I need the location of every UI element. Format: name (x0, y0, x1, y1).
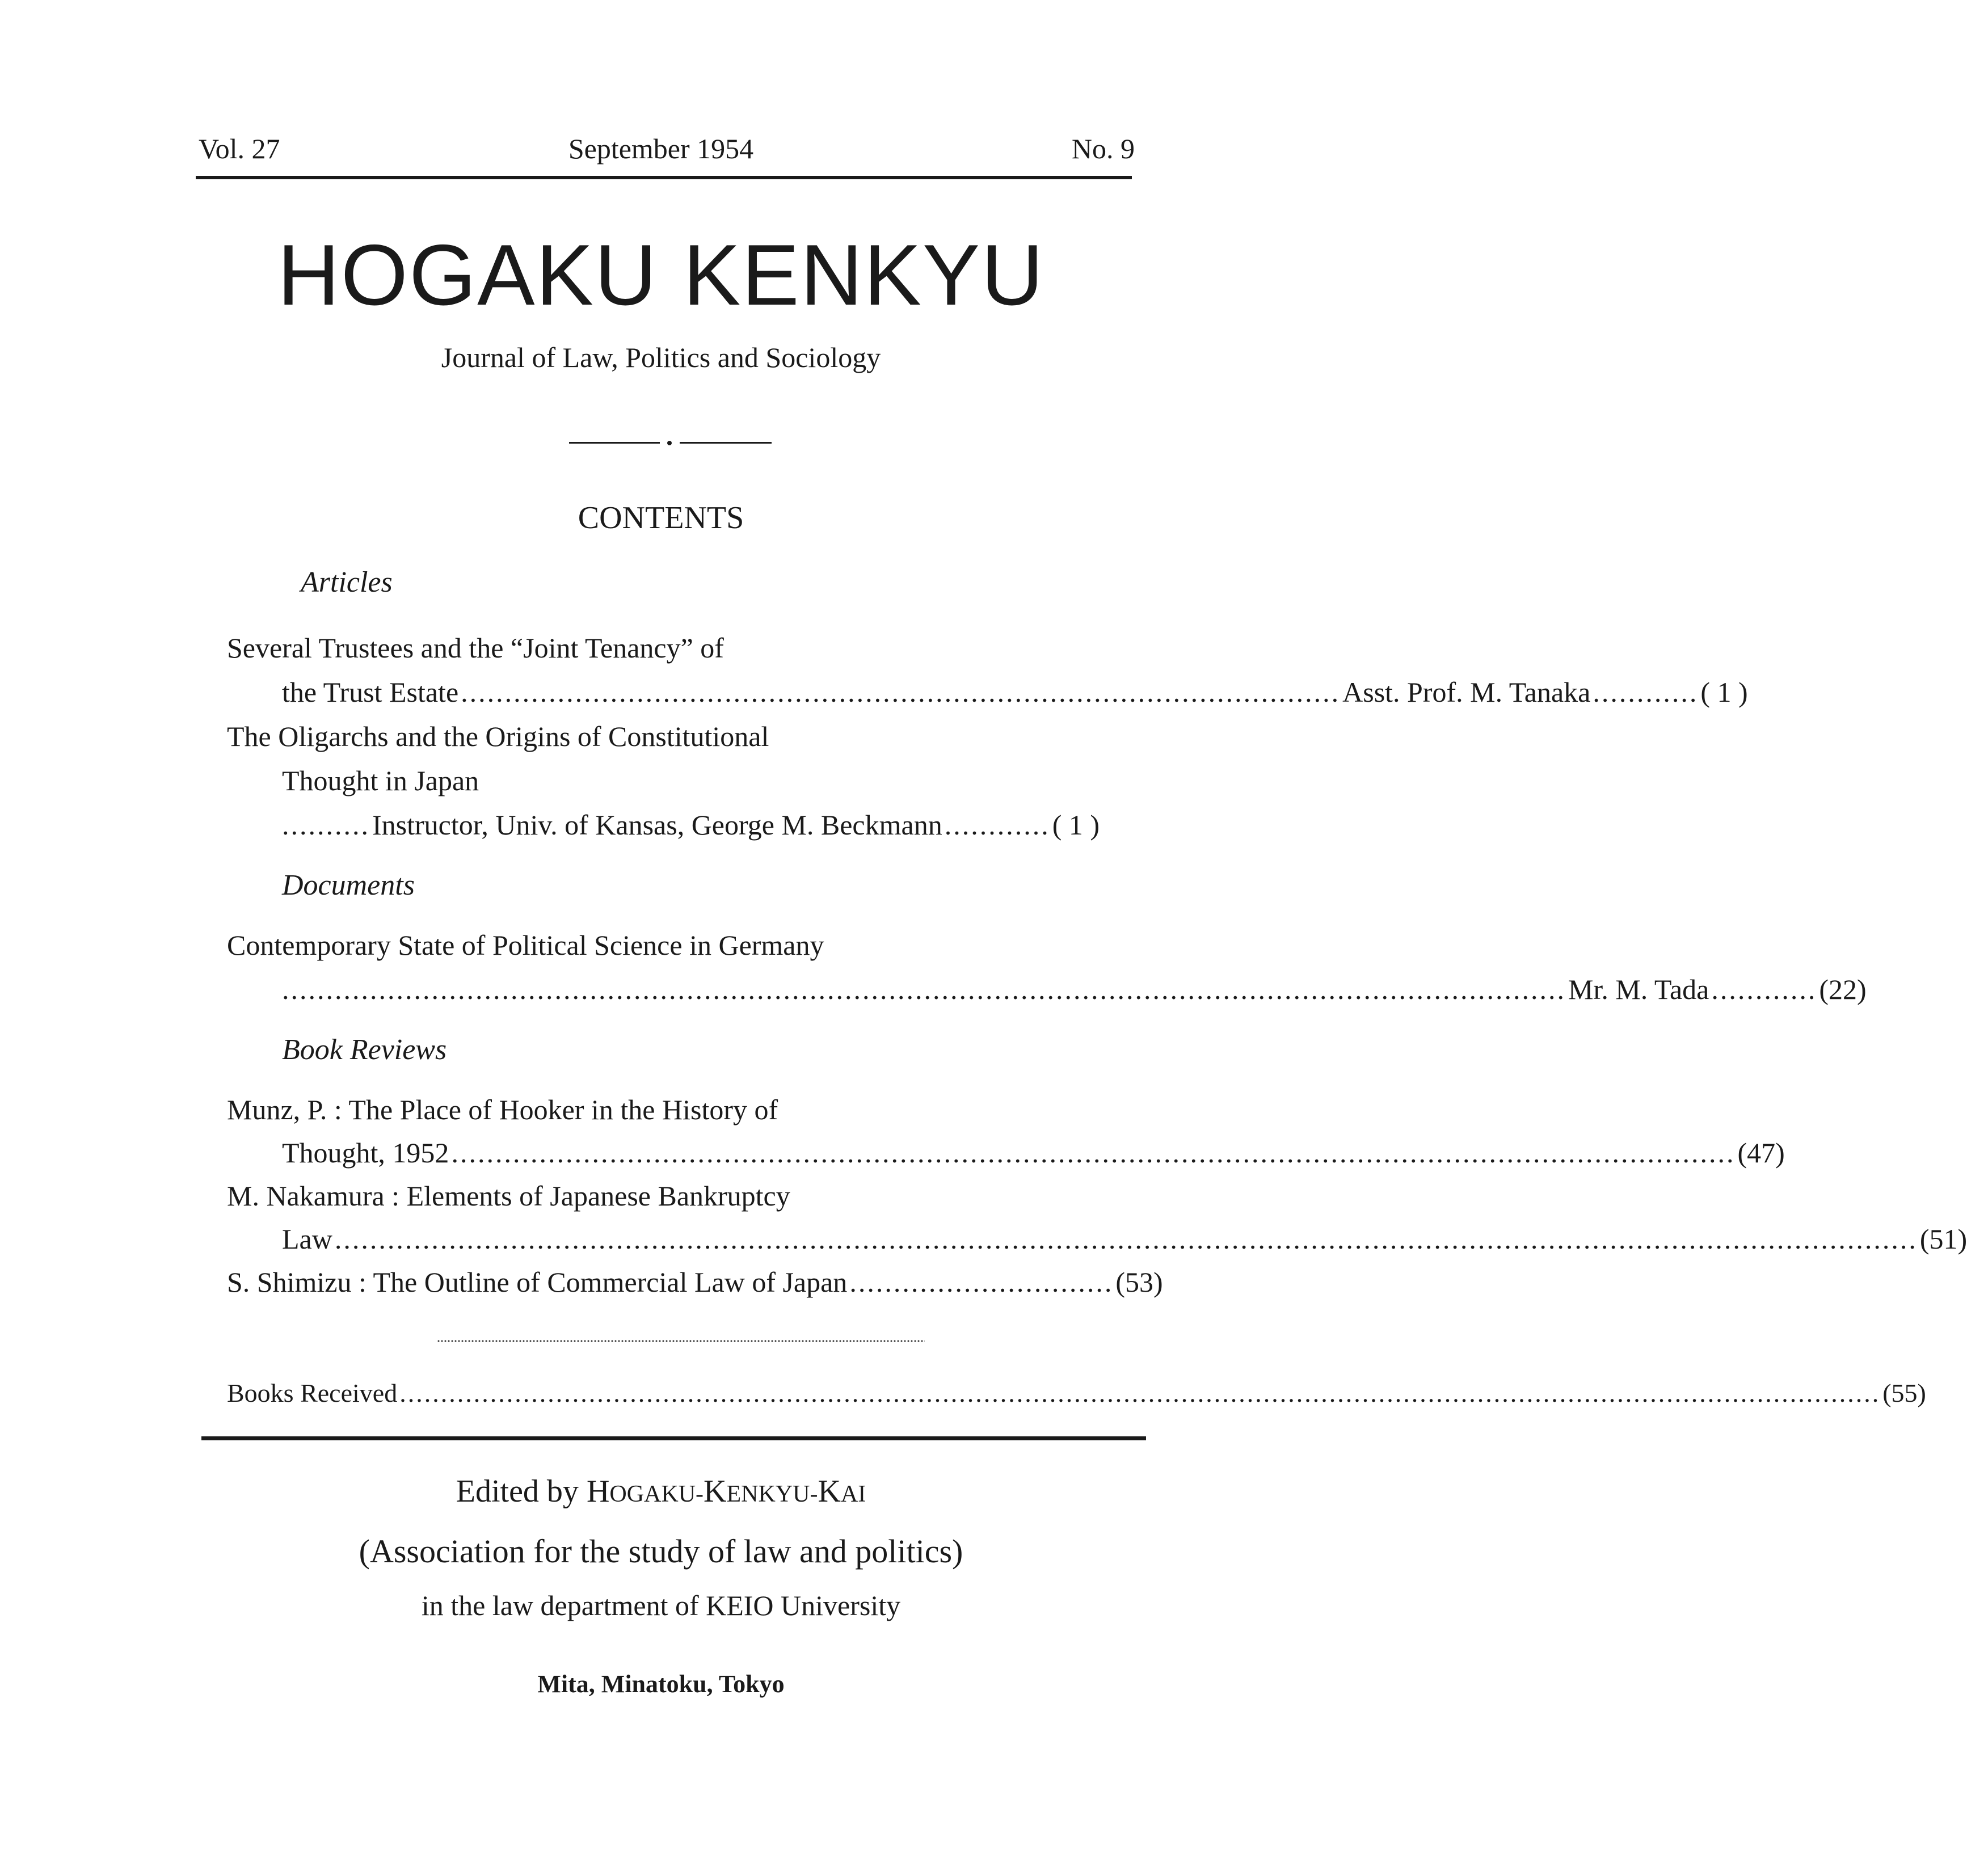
section-book-reviews: Book Reviews (282, 1034, 447, 1066)
review-1-title-cont: Thought, 1952 (282, 1137, 449, 1169)
article-1-entry (282, 675, 1748, 709)
address-line: Mita, Minatoku, Tokyo (537, 1670, 785, 1698)
article-1-author: Asst. Prof. M. Tanaka (1342, 676, 1591, 708)
article-2-title-cont: Thought in Japan (282, 765, 479, 796)
review-1-page: (47) (1737, 1137, 1785, 1169)
volume-label: Vol. 27 (199, 133, 280, 165)
article-1-page: ( 1 ) (1700, 676, 1748, 708)
books-received-label: Books Received (227, 1378, 398, 1407)
section-articles: Articles (301, 566, 393, 598)
editor-organization: HOGAKU-KENKYU-KAI (586, 1474, 866, 1509)
edited-by-line (0, 1473, 1322, 1513)
issue-number: No. 9 (1071, 133, 1135, 165)
review-2-page: (51) (1919, 1223, 1967, 1255)
article-1-title-cont: the Trust Estate (282, 676, 459, 708)
footer-rule (201, 1436, 1146, 1440)
leader-dots: .................................................................................................................................................................................... (399, 1378, 1881, 1407)
leader-dots: .................................................................................................................................................. (282, 973, 1566, 1005)
books-received-entry (227, 1376, 1926, 1410)
association-line: (Association for the study of law and politics) (359, 1533, 963, 1570)
review-3-entry (227, 1265, 1163, 1299)
review-2-entry (282, 1222, 1967, 1256)
article-2-title: The Oligarchs and the Origins of Constitutional (227, 720, 769, 752)
article-2-author: Instructor, Univ. of Kansas, George M. Beckmann (372, 809, 942, 841)
leader-dots: ............ (1593, 676, 1699, 708)
review-2-title-cont: Law (282, 1223, 332, 1255)
article-2-page: ( 1 ) (1052, 809, 1100, 841)
header-rule (196, 176, 1132, 179)
review-3-title: S. Shimizu : The Outline of Commercial Law of Japan (227, 1266, 848, 1298)
document-1-author: Mr. M. Tada (1568, 973, 1709, 1005)
dotted-separator (437, 1340, 925, 1342)
section-documents: Documents (282, 869, 415, 901)
contents-heading: CONTENTS (578, 500, 744, 536)
leader-dots: ............ (1711, 973, 1817, 1005)
leader-dots: .............................. (849, 1266, 1114, 1298)
leader-dots: .................................................................................................................................................................................... (334, 1223, 1918, 1255)
leader-dots: ............ (944, 809, 1050, 841)
leader-dots: .................................................................................................................................................. (451, 1137, 1736, 1169)
journal-subtitle: Journal of Law, Politics and Sociology (441, 342, 881, 373)
review-1-entry (282, 1136, 1785, 1170)
document-1-entry (282, 972, 1867, 1006)
review-3-page: (53) (1115, 1266, 1163, 1298)
ornament-divider (569, 440, 773, 446)
document-1-page: (22) (1819, 973, 1867, 1005)
leader-dots: .................................................................................................... (461, 676, 1341, 708)
department-line: in the law department of KEIO University (421, 1590, 901, 1621)
document-1-title: Contemporary State of Political Science in Germany (227, 929, 824, 961)
review-1-title: Munz, P. : The Place of Hooker in the History of (227, 1094, 778, 1125)
article-2-entry (282, 808, 1129, 842)
review-2-title: M. Nakamura : Elements of Japanese Bankruptcy (227, 1180, 790, 1212)
article-1-title: Several Trustees and the “Joint Tenancy” of (227, 632, 724, 664)
edited-by-label: Edited by (456, 1474, 579, 1509)
books-received-page: (55) (1882, 1378, 1926, 1407)
leader-dots: .......... (282, 809, 370, 841)
issue-date: September 1954 (568, 133, 754, 165)
journal-title: HOGAKU KENKYU (277, 227, 1045, 323)
